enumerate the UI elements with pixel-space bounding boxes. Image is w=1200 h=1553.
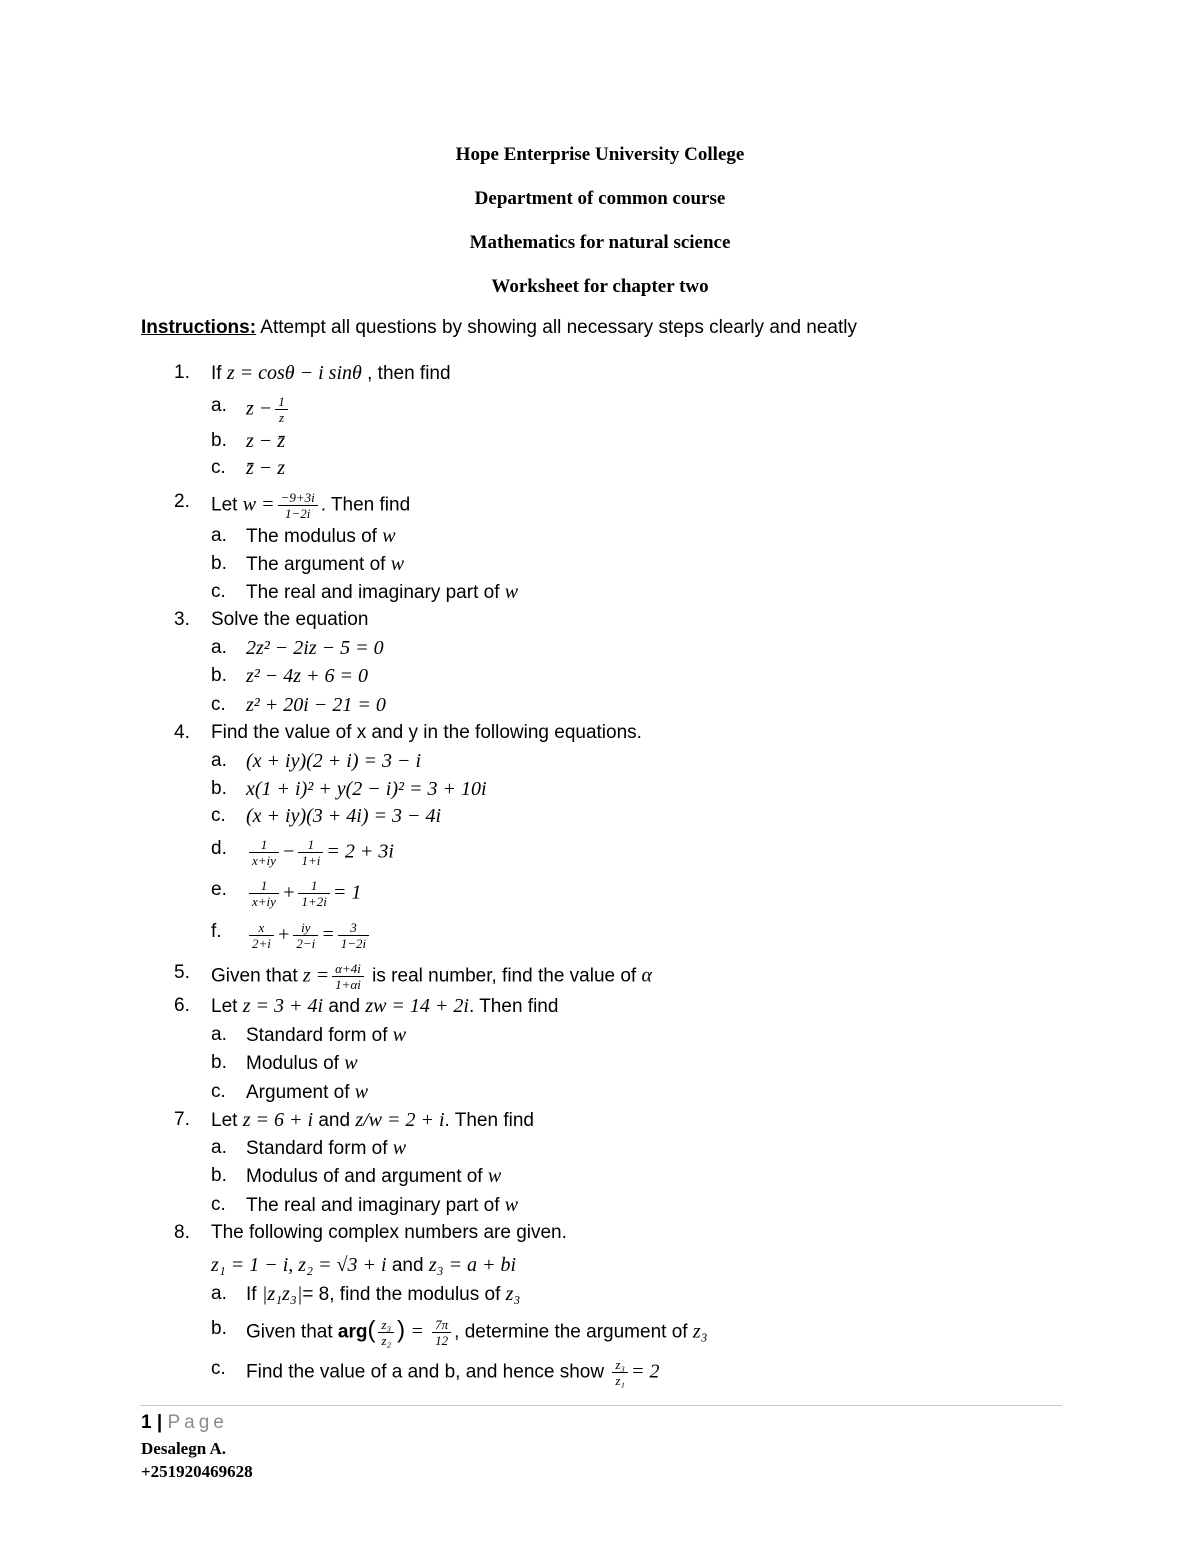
sub-text: Modulus of [246,1053,345,1074]
question-text: and [323,996,366,1017]
sub-text: If [246,1284,262,1305]
sub-text: Modulus of and argument of [246,1166,488,1187]
math-expression: 2z² − 2iz − 5 = 0 [246,637,384,659]
sub-label: b. [211,778,227,799]
sub-label: f. [211,921,222,942]
math-operator: + [281,881,296,904]
math-expression: = 1 [332,881,362,904]
math-variable: w [382,525,396,547]
fraction: $\frac{1}{1+i}$ [298,837,323,868]
sub-text: Standard form of [246,1138,393,1159]
sub-label: c. [211,1194,226,1215]
math-variable: z₃ [692,1320,708,1343]
sub-text: Given that [246,1321,338,1343]
sub-label: a. [211,637,227,658]
sub-label: c. [211,457,226,478]
sub-label: b. [211,665,227,686]
question-text: Let [211,996,243,1017]
question-text: If [211,363,227,384]
sub-text: Standard form of [246,1025,393,1046]
math-expression: |z₁z₃| [261,1283,303,1305]
question-text: Let [211,1110,243,1131]
sub-label: b. [211,1318,227,1339]
fraction: $\frac{1}{x+iy}$ [249,837,279,868]
fraction: $\frac{-9+3i}{1-2i}$ [278,490,318,521]
footer-author: Desalegn A. [141,1439,226,1458]
footer-phone: +251920469628 [141,1462,253,1481]
sub-label: c. [211,581,226,602]
math-variable: α [641,964,652,987]
page-number-value: 1 [141,1412,152,1433]
sub-label: c. [211,694,226,715]
math-expression: z² + 20i − 21 = 0 [246,694,386,716]
fraction: $\frac{iy}{2-i}$ [293,920,318,951]
page-number [141,1412,228,1434]
fraction: $\frac{\alpha+4i}{1+\alpha i}$ [332,961,364,992]
fraction: $\frac{\text{z₃}}{\text{z₁}}$ [612,1357,628,1388]
question-text: . Then find [444,1110,534,1131]
math-variable: w [390,553,405,575]
institution-title: Hope Enterprise University College [455,144,745,165]
sub-text: The real and imaginary part of [246,1195,505,1216]
sub-label: c. [211,805,226,826]
question-number: 6. [174,995,190,1016]
question-text: , then find [361,363,451,384]
page-word: Page [167,1412,228,1433]
math-expression: z − z̄ [246,430,286,452]
page-separator: | [151,1412,168,1433]
math-expression: z = 6 + i [242,1109,314,1131]
department-title: Department of common course [474,188,726,209]
math-expression: z = cosθ − i sinθ [226,362,362,384]
math-expression: = 2 + 3i [326,840,394,863]
math-variable: z₃ [505,1283,521,1305]
math-variable: w [344,1052,358,1074]
sub-label: c. [211,1081,226,1102]
instructions-text: Attempt all questions by showing all necessary steps clearly and neatly [256,317,857,338]
math-expression: z − [246,397,273,420]
question-text: . Then find [320,494,411,516]
sub-label: b. [211,1165,227,1186]
question-number: 2. [174,491,190,512]
sub-label: a. [211,750,227,771]
math-expression: (x + iy)(2 + i) = 3 − i [246,750,422,772]
math-expression: z₂ = √3 + i [298,1254,387,1276]
question-number: 8. [174,1222,190,1243]
math-expression: z = 3 + 4i [242,995,324,1017]
sub-label: a. [211,1283,227,1304]
question-number: 7. [174,1109,190,1130]
sub-text: , determine the argument of [454,1321,693,1343]
sub-label: a. [211,395,227,416]
instructions-label: Instructions: [141,317,257,338]
question-number: 3. [174,609,190,630]
math-operator: − [281,840,296,863]
math-expression: z² − 4z + 6 = 0 [246,665,369,687]
fraction: $\frac{1}{z}$ [275,394,288,425]
sub-label: b. [211,553,227,574]
question-text: Find the value of x and y in the following equations. [211,722,642,743]
math-expression: x(1 + i)² + y(2 − i)² = 3 + 10i [246,778,487,800]
footer-divider [140,1405,1062,1406]
math-expression: z = [302,964,330,987]
sub-label: b. [211,430,227,451]
sub-text: The modulus of [246,526,383,547]
fraction: $\frac{x}{2+i}$ [249,920,274,951]
math-variable: w [504,581,519,603]
question-text: Given that [211,965,303,987]
math-operator: = [321,923,335,946]
math-expression: z₃ = a + bi [428,1254,517,1276]
math-expression: z/w = 2 + i [355,1109,445,1131]
sub-text: The real and imaginary part of [246,582,505,603]
math-expression: zw = 14 + 2i [365,995,469,1017]
math-variable: w [392,1024,407,1046]
math-expression: w = [242,493,275,516]
question-text: and [313,1110,356,1131]
fraction: $\frac{7\pi}{12}$ [432,1317,451,1348]
course-title: Mathematics for natural science [469,232,731,253]
math-expression: z₁ = 1 − i [211,1254,289,1276]
sub-label: e. [211,879,227,900]
math-expression: (x + iy)(3 + 4i) = 3 − 4i [246,805,442,827]
sub-text: The argument of [246,554,391,575]
question-text: Solve the equation [211,609,369,630]
sub-label: a. [211,1137,227,1158]
sub-text: Find the value of a and b, and hence show [246,1361,610,1383]
fraction: $\frac{1}{x+iy}$ [249,878,279,909]
sub-text: Argument of [246,1082,355,1103]
math-operator: + [276,923,291,946]
math-variable: w [504,1194,519,1216]
question-text: . Then find [468,996,559,1017]
sub-label: b. [211,1052,227,1073]
math-function: arg [337,1321,368,1343]
math-variable: w [392,1137,407,1159]
question-text: is real number, find the value of [366,965,642,987]
sub-label: a. [211,525,227,546]
worksheet-title: Worksheet for chapter two [491,276,709,297]
question-text: The following complex numbers are given. [211,1222,567,1243]
math-variable: w [354,1081,369,1103]
sub-label: c. [211,1358,226,1379]
math-expression: z̄ − z [246,457,286,479]
fraction: $\frac{3}{1-2i}$ [338,920,369,951]
sub-text: = 8, find the modulus of [302,1284,506,1305]
question-number: 5. [174,962,190,983]
sub-label: d. [211,838,227,859]
fraction: $\frac{\text{z₃}}{\text{z₂}}$ [378,1317,394,1348]
question-text: and [386,1255,429,1276]
sub-label: a. [211,1024,227,1045]
math-operator: = [410,1320,424,1343]
math-variable: w [487,1165,502,1187]
question-number: 4. [174,722,190,743]
instructions [141,317,857,339]
fraction: $\frac{1}{1+2i}$ [298,878,329,909]
math-expression: = 2 [630,1360,660,1383]
question-text: Let [211,494,243,516]
question-number: 1. [174,362,190,383]
